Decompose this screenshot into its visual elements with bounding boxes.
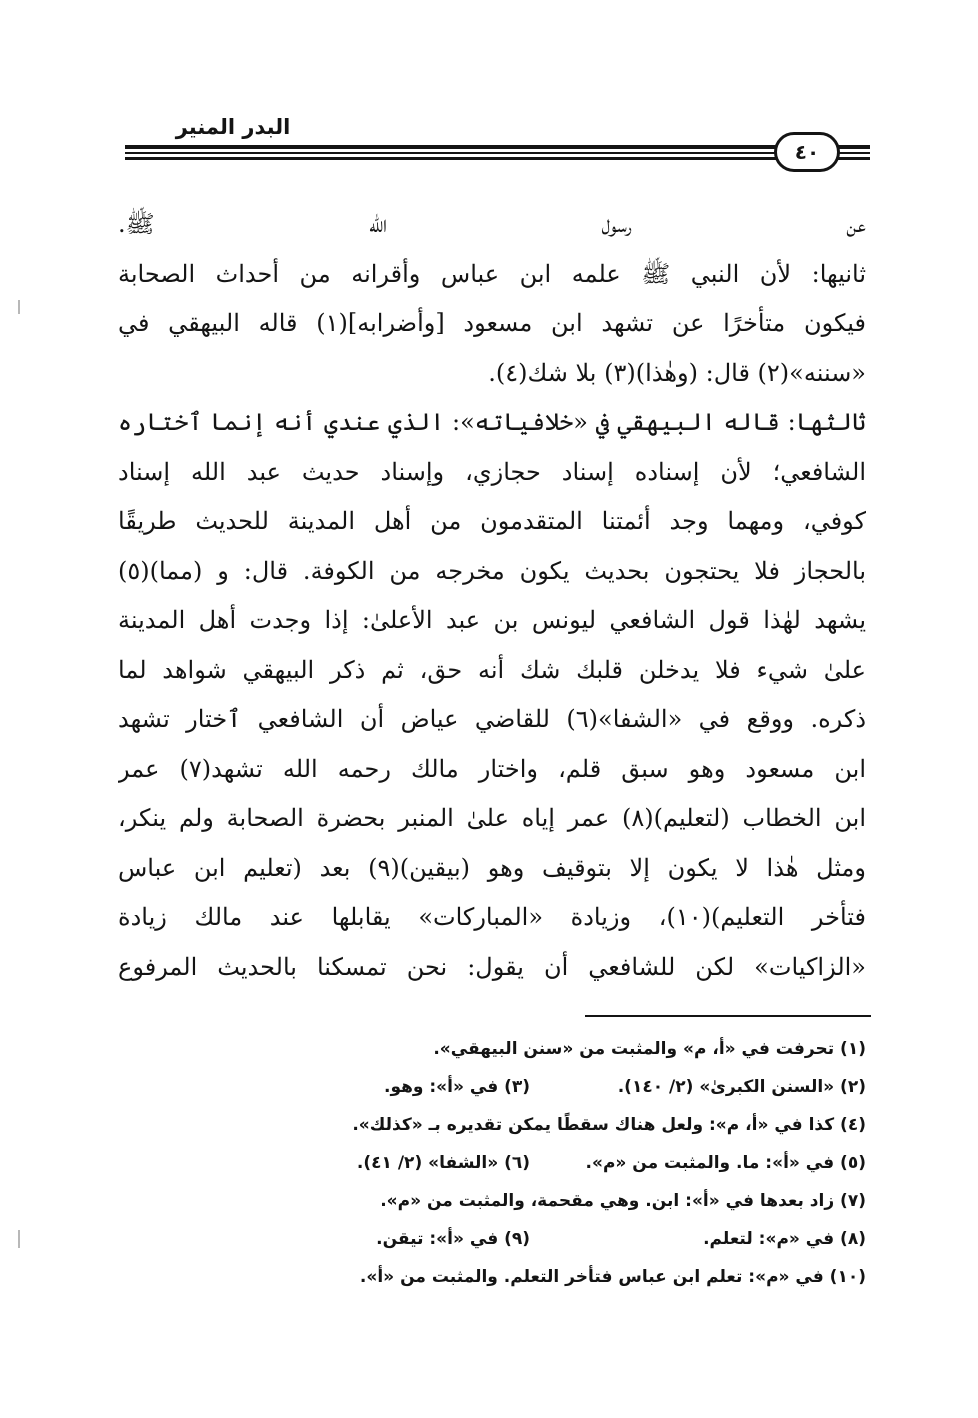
footnotes [118,1030,866,1296]
text-line: ذكره. ووقع في «الشفا»(٦) للقاضي عياض أن الشافعي ٱختار تشهد [118,705,866,733]
footnote: (١٠) في «م»: تعلم ابن عباس فتأخر التعلم. والمثبت من «أ». [359,1267,866,1287]
footnote: (٢) «السنن الكبرىٰ» (٢/ ١٤٠). [617,1077,866,1097]
text-line: فيكون متأخرًا عن تشهد ابن مسعود [وأضرابه](١) قاله البيهقي في [118,309,866,337]
footnote: (١) تحرفت في «أ، م» والمثبت من «سنن البيهقي». [433,1039,866,1059]
text-line: كوفي، ومهما وجد أئمتنا المتقدمون من أهل المدينة للحديث طريقًا [118,507,866,535]
footnote: (٣) في «أ»: وهو. [383,1077,531,1097]
text-line: الشافعي؛ لأن إسناده إسناد حجازي، وإسناد حديث عبد الله إسناد [118,457,866,486]
text-line: علىٰ شيء فلا يدخلن قلبك شك أنه حق، ثم ذكر البيهقي شواهد لما [118,655,866,684]
footnote: (٤) كذا في «أ، م»: ولعل هناك سقطًا يمكن تقديره بـ «كذلك». [352,1115,866,1135]
footnote: (٦) «الشفا» (٢/ ٤١). [356,1153,531,1173]
text-line: عن رسول الله ﷺ. [118,210,866,238]
footnote-line [118,1258,866,1296]
header-rule-top [125,145,870,149]
text-line: «الزاكيات» لكن للشافعي أن يقول: نحن تمسكنا بالحديث المرفوع [118,952,866,981]
footnote-line [118,1068,866,1106]
text-line: ابن مسعود وهو سبق قلم، واختار مالك رحمه الله تشهد(٧) عمر [118,754,866,783]
footnote: (٩) في «أ»: تيقن. [376,1229,531,1249]
footnote-separator [585,1015,871,1017]
text-line: بالحجاز فلا يحتجون بحديث يكون مخرجه من الكوفة. قال: و (مما)(٥) [118,556,866,585]
footnote-line [118,1106,866,1144]
text-line: يشهد لهٰذا قول الشافعي ليونس بن عبد الأعلىٰ: إذا وجدت أهل المدينة [118,606,866,634]
footnote-line [118,1182,866,1220]
scan-margin-mark [18,300,20,314]
footnote-line [118,1144,866,1182]
text-line: فتأخر التعليم)(١٠)، وزيادة «المباركات» يقابلها عند مالك زيادة [118,903,866,931]
footnote-line [118,1220,866,1258]
page-number-badge [774,132,840,172]
running-title: البدر المنير [175,115,291,139]
page-number: ٤٠ [794,140,820,164]
text-line: ابن الخطاب (لتعليم)(٨) عمر إياه علىٰ المنبر بحضرة الصحابة ولم ينكر، [118,804,866,832]
main-text [118,200,866,992]
footnote-line [118,1030,866,1068]
footnote: (٥) في «أ»: ما. والمثبت من «م». [585,1153,866,1173]
text-line: ومثل هٰذا لا يكون إلا بتوقيف وهو (بيقين)(٩) بعد (تعليم ابن عباس [118,853,866,882]
header-rule-bottom [125,157,870,160]
text-line: ثالثها: قاله البيهقي في «خلافياته»: الذي عندي أنه إنما ٱختاره [118,408,866,436]
scan-margin-mark [18,1230,20,1248]
footnote: (٧) زاد بعدها في «أ»: ابن. وهي مقحمة، والمثبت من «م». [380,1191,866,1211]
text-line: ثانيها: لأن النبي ﷺ علمه ابن عباس وأقرانه من أحداث الصحابة [118,259,866,288]
footnote: (٨) في «م»: لتعلم. [703,1229,866,1249]
text-line: «سننه»(٢) قال: (وهٰذا)(٣) بلا شك(٤). [488,358,866,387]
header-rule-middle [125,152,870,154]
